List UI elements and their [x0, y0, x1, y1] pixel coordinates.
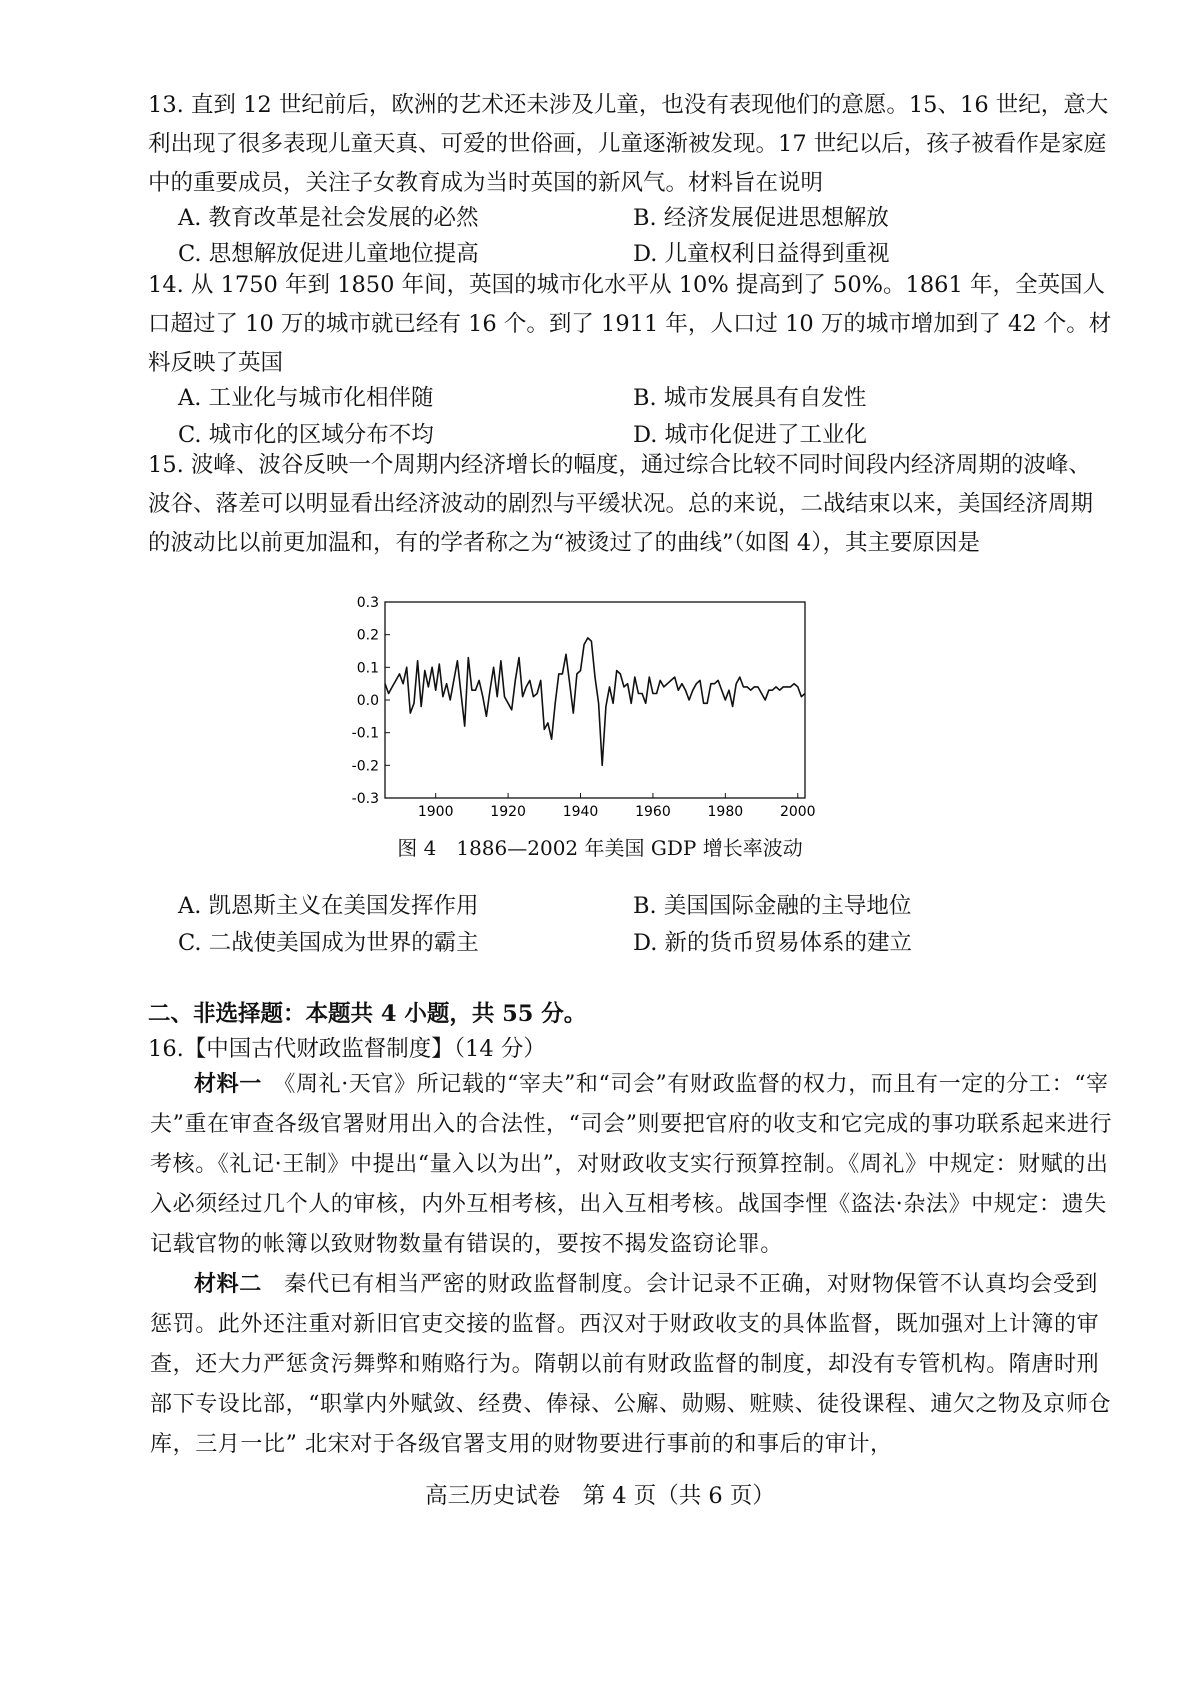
- question-13: [148, 86, 1113, 203]
- x-tick-label: 1920: [490, 804, 526, 820]
- option-15-b: B. 美国国际金融的主导地位: [633, 893, 912, 919]
- gdp-growth-chart: [330, 590, 830, 830]
- question-15-stem: 15. 波峰、波谷反映一个周期内经济增长的幅度，通过综合比较不同时间段内经济周期的波峰、波谷、落差可以明显看出经济波动的剧烈与平缓状况。总的来说，二战结束以来，美国经济周期的波动比以前更加温和，有的学者称之为“被烫过了的曲线”（如图 4），其主要原因是: [148, 452, 1094, 556]
- y-tick-label: -0.2: [351, 758, 379, 775]
- question-13-stem: 13. 直到 12 世纪前后，欧洲的艺术还未涉及儿童，也没有表现他们的意愿。15、16 世纪，意大利出现了很多表现儿童天真、可爱的世俗画，儿童逐渐被发现。17 世纪以后，孩子被看作是家庭中的重要成员，关注子女教育成为当时英国的新风气。材料旨在说明: [148, 92, 1109, 196]
- y-tick-label: 0.2: [356, 627, 379, 644]
- option-15-a: A. 凯恩斯主义在美国发挥作用: [178, 893, 479, 919]
- x-tick-label: 1960: [635, 804, 671, 820]
- material-1: [150, 1064, 1115, 1265]
- chart-axes: [385, 602, 805, 798]
- material-1-text: 《周礼·天官》所记载的“宰夫”和“司会”有财政监督的权力，而且有一定的分工：“宰夫”重在审查各级官署财用出入的合法性，“司会”则要把官府的收支和它完成的事功联系起来进行考核。《礼记·王制》中提出“量入以为出”，对财政收支实行预算控制。《周礼》中规定：财赋的出入必须经过几个人的审核，内外互相考核，出入互相考核。战国李悝《盗法·杂法》中规定：遗失记载官物的帐簿以致财物数量有错误的，要按不揭发盗窃论罪。: [150, 1072, 1113, 1257]
- x-tick-label: 1980: [707, 804, 744, 820]
- option-13-c: C. 思想解放促进儿童地位提高: [178, 241, 479, 267]
- x-tick-label: 1900: [417, 804, 454, 820]
- option-15-c: C. 二战使美国成为世界的霸主: [178, 930, 479, 956]
- material-1-label: 材料一: [194, 1071, 262, 1097]
- figure-4-caption: 图 4 1886—2002 年美国 GDP 增长率波动: [397, 836, 803, 860]
- option-14-c: C. 城市化的区域分布不均: [178, 422, 434, 448]
- question-14: [148, 266, 1113, 383]
- y-tick-label: 0.3: [356, 595, 379, 611]
- option-13-d: D. 儿童权利日益得到重视: [633, 241, 890, 267]
- option-13-a: A. 教育改革是社会发展的必然: [178, 205, 479, 231]
- y-tick-label: -0.3: [351, 791, 379, 807]
- question-14-stem: 14. 从 1750 年到 1850 年间，英国的城市化水平从 10% 提高到了 50%。1861 年，全英国人口超过了 10 万的城市就已经有 16 个。到了 1911 年，人口过 10 万的城市增加到了 42 个。材料反映了英国: [148, 272, 1112, 376]
- option-14-d: D. 城市化促进了工业化: [633, 422, 868, 448]
- option-14-b: B. 城市发展具有自发性: [633, 385, 867, 411]
- x-tick-label: 1940: [562, 804, 599, 820]
- gdp-growth-series-line: [385, 638, 805, 765]
- section-2-title: 二、非选择题：本题共 4 小题，共 55 分。: [148, 1001, 587, 1027]
- plot-frame: [385, 602, 805, 798]
- question-15: [148, 446, 1113, 563]
- y-tick-label: 0.0: [356, 693, 379, 709]
- chart-ticks: [352, 595, 816, 820]
- question-16-heading: 16.【中国古代财政监督制度】（14 分）: [148, 1036, 546, 1062]
- option-14-a: A. 工业化与城市化相伴随: [178, 385, 434, 411]
- material-2-label: 材料二: [194, 1271, 262, 1297]
- y-tick-label: 0.1: [356, 660, 379, 677]
- material-2-text: 秦代已有相当严密的财政监督制度。会计记录不正确，对财物保管不认真均会受到惩罚。此外还注重对新旧官吏交接的监督。西汉对于财政收支的具体监督，既加强对上计簿的审查，还大力严惩贪污舞弊和贿赂行为。隋朝以前有财政监督的制度，却没有专管机构。隋唐时刑部下专设比部，“职掌内外赋敛、经费、俸禄、公廨、勋赐、赃赎、徒役课程、逋欠之物及京师仓库，三月一比” 北宋对于各级官署支用的财物要进行事前的和事后的审计，: [150, 1272, 1112, 1457]
- option-15-d: D. 新的货币贸易体系的建立: [633, 930, 913, 956]
- page-footer: 高三历史试卷 第 4 页（共 6 页）: [425, 1483, 775, 1509]
- x-tick-label: 2000: [779, 804, 816, 820]
- option-13-b: B. 经济发展促进思想解放: [633, 205, 889, 231]
- material-2: [150, 1264, 1115, 1465]
- y-tick-label: -0.1: [351, 725, 379, 742]
